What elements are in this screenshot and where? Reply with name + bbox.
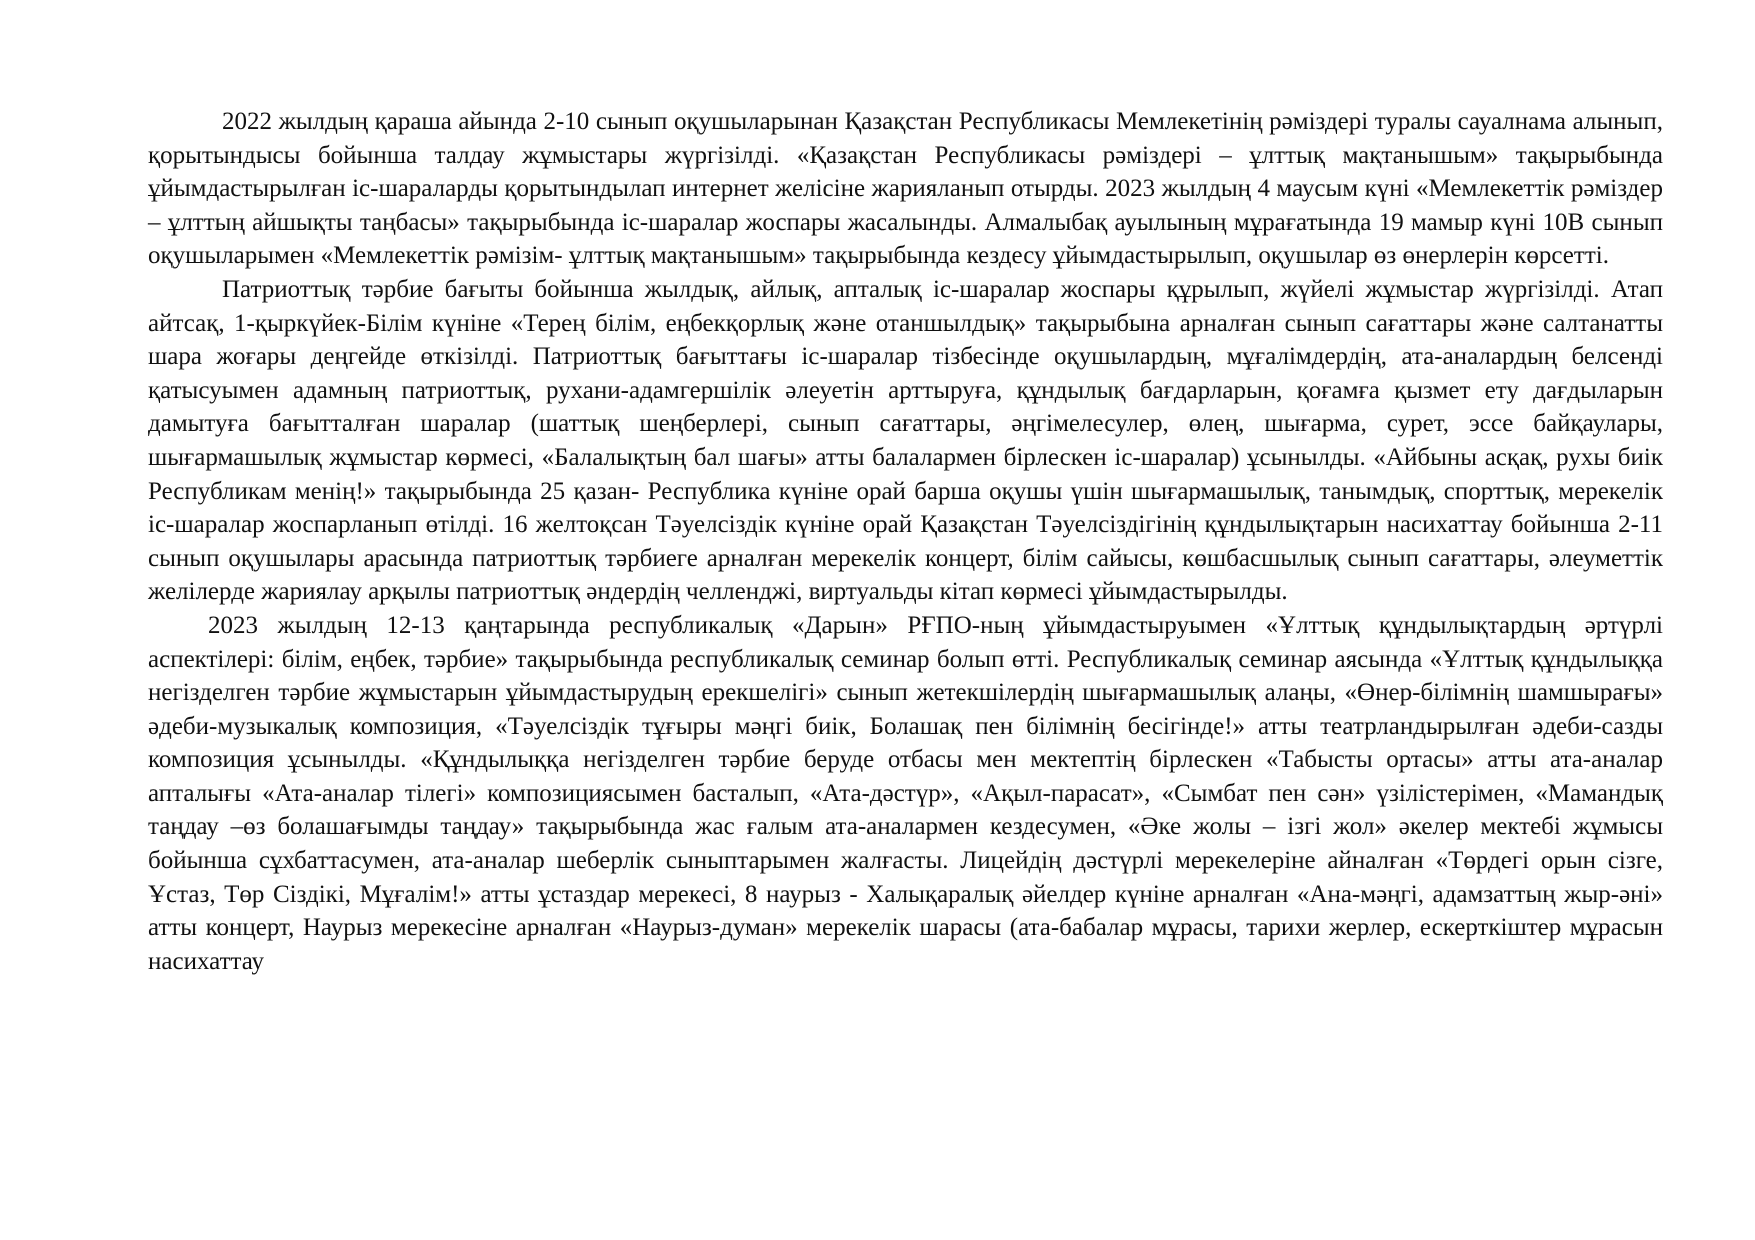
paragraph-patriotic-education: Патриоттық тәрбие бағыты бойынша жылдық, айлық, апталық іс-шаралар жоспары құрылып, жүйелі жұмыстар жүргізілді. Атап айтсақ, 1-қыркүйек-Білім күніне «Терең білім, еңбекқорлық және отаншылдық» тақырыбына арналған сынып сағаттары және салтанатты шара жоғары деңгейде өткізілді. Патриоттық бағыттағы іс-шаралар тізбесінде оқушылардың, мұғалімдердің, ата-аналардың белсенді қатысуымен адамның патриоттық, рухани-адамгершілік әлеуетін арттыруға, құндылық бағдарларын, қоғамға қызмет ету дағдыларын дамытуға бағытталған шаралар (шаттық шеңберлері, сынып сағаттары, әңгімелесулер, өлең, шығарма, сурет, эссе байқаулары, шығармашылық жұмыстар көрмесі, «Балалықтың бал шағы» атты балалармен бірлескен іс-шаралар) ұсынылды. «Айбыны асқақ, рухы биік Республикам менің!» тақырыбында 25 қазан- Республика күніне орай барша оқушы үшін шығармашылық, танымдық, спорттық, мерекелік іс-шаралар жоспарланып өтілді. 16 желтоқсан Тәуелсіздік күніне орай Қазақстан Тәуелсіздігінің құндылықтарын насихаттау бойынша 2-11 сынып оқушылары арасында патриоттық тәрбиеге арналған мерекелік концерт, білім сайысы, көшбасшылық сынып сағаттары, әлеуметтік желілерде жариялау арқылы патриоттық әндердің челленджі, виртуальды кітап көрмесі ұйымдастырылды. xyxy=(148,275,1663,606)
document-body xyxy=(148,105,1663,978)
paragraph-republican-seminar: 2023 жылдың 12-13 қаңтарында республикалық «Дарын» РҒПО-ның ұйымдастыруымен «Ұлттық құндылықтардың әртүрлі аспектілері: білім, еңбек, тәрбие» тақырыбында республикалық семинар болып өтті. Республикалық семинар аясында «Ұлттық құндылыққа негізделген тәрбие жұмыстарын ұйымдастырудың ерекшелігі» сынып жетекшілердің шығармашылық алаңы, «Өнер-білімнің шамшырағы» әдеби-музыкалық композиция, «Тәуелсіздік тұғыры мәңгі биік, Болашақ пен білімнің бесігінде!» атты театрландырылған әдеби-сазды композиция ұсынылды. «Құндылыққа негізделген тәрбие беруде отбасы мен мектептің бірлескен «Табысты ортасы» атты ата-аналар апталығы «Ата-аналар тілегі» композициясымен басталып, «Ата-дәстүр», «Ақыл-парасат», «Сымбат пен сән» үзілістерімен, «Мамандық таңдау –өз болашағымды таңдау» тақырыбында жас ғалым ата-аналармен кездесумен, «Әке жолы – ізгі жол» әкелер мектебі жұмысы бойынша сұхбаттасумен, ата-аналар шеберлік сыныптарымен жалғасты. Лицейдің дәстүрлі мерекелеріне айналған «Төрдегі орын сізге, Ұстаз, Төр Сіздікі, Мұғалім!» атты ұстаздар мерекесі, 8 наурыз - Халықаралық әйелдер күніне арналған «Ана-мәңгі, адамзаттың жыр-әні» атты концерт, Наурыз мерекесіне арналған «Наурыз-думан» мерекелік шарасы (ата-бабалар мұрасы, тарихи жерлер, ескерткіштер мұрасын насихаттау xyxy=(148,611,1663,975)
paragraph-symbols-survey: 2022 жылдың қараша айында 2-10 сынып оқушыларынан Қазақстан Республикасы Мемлекетінің рәміздері туралы сауалнама алынып, қорытындысы бойынша талдау жұмыстары жүргізілді. «Қазақстан Республикасы рәміздері – ұлттық мақтанышым» тақырыбында ұйымдастырылған іс-шараларды қорытындылап интернет желісіне жарияланып отырды. 2023 жылдың 4 маусым күні «Мемлекеттік рәміздер – ұлттың айшықты таңбасы» тақырыбында іс-шаралар жоспары жасалынды. Алмалыбақ ауылының мұрағатында 19 мамыр күні 10В сынып оқушыларымен «Мемлекеттік рәмізім- ұлттық мақтанышым» тақырыбында кездесу ұйымдастырылып, оқушылар өз өнерлерін көрсетті. xyxy=(148,108,1663,270)
